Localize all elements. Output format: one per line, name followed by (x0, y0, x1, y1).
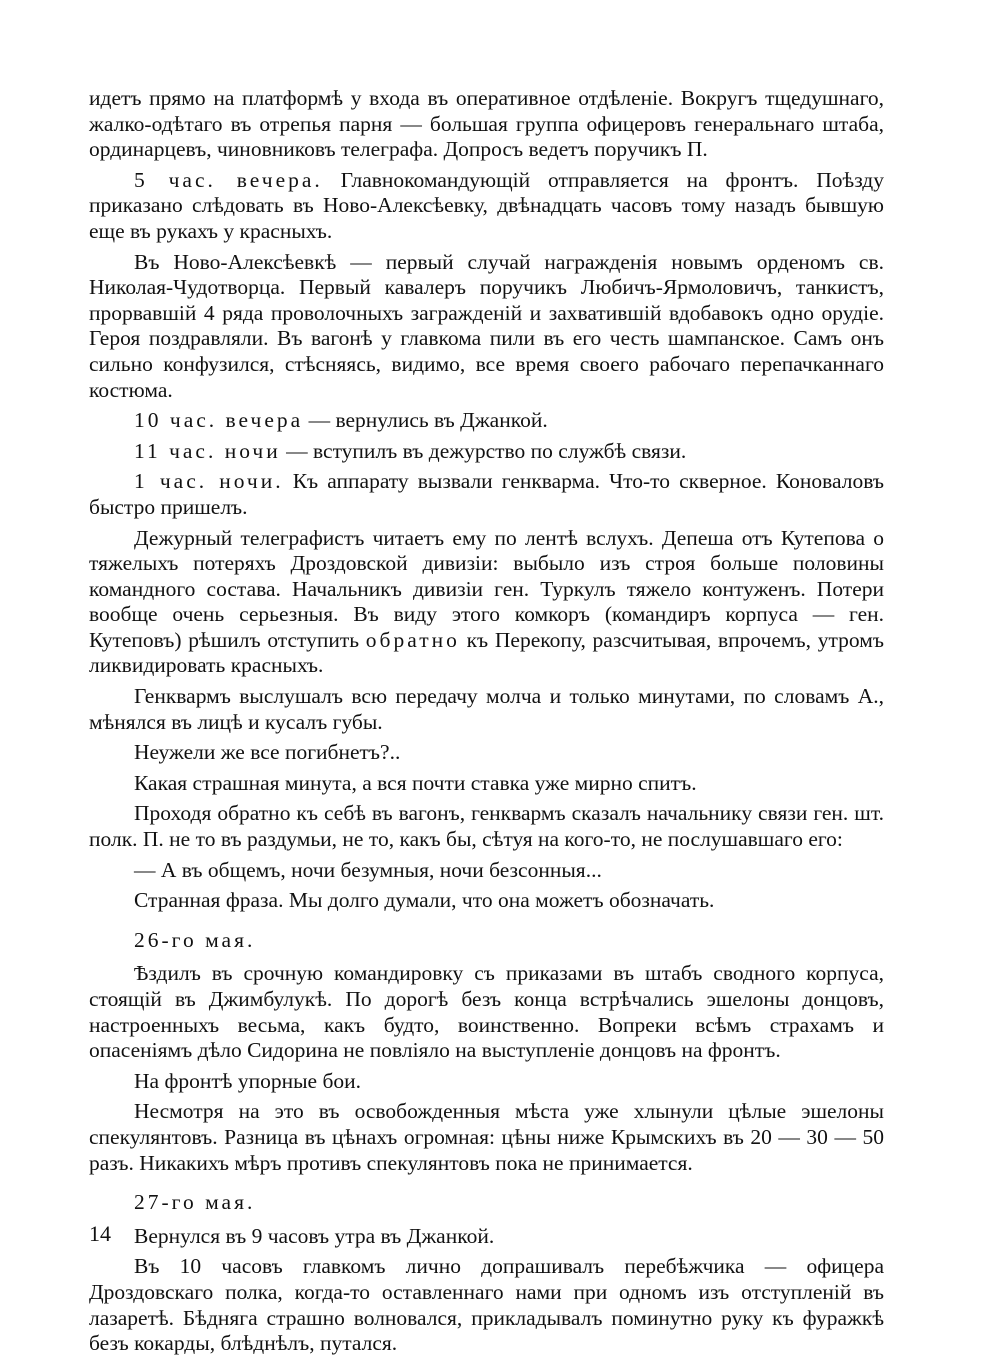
date-heading: 26-го мая. (134, 927, 256, 952)
paragraph-text: Дежурный телеграфистъ читаетъ ему по лентѣ вслухъ. Депеша отъ Кутепова о тяжелыхъ потеряхъ Дроздовской дивизіи: выбыло изъ строя больше половины командного состава. Начальникъ дивизіи ген. Туркулъ тяжело контуженъ. Потери вообще очень серьезныя. Въ виду этого комкоръ (командиръ корпуса — ген. Кутеповъ) рѣшилъ отступить (89, 525, 884, 652)
paragraph (89, 771, 884, 797)
paragraph (89, 86, 884, 163)
paragraph (89, 526, 884, 680)
paragraph-text: Генквармъ выслушалъ всю передачу молча и только минутами, по словамъ А., мѣнялся въ лицѣ и кусалъ губы. (89, 684, 884, 734)
paragraph-text: Въ Ново-Алексѣевкѣ — первый случай награжденія новымъ орденомъ св. Николая-Чудотворца. Первый кавалеръ поручикъ Любичъ-Ярмоловичъ, танкистъ, прорвавшій 4 ряда проволочныхъ загражденій и захватившій вдобавокъ одно орудіе. Героя поздравляли. Въ вагонѣ у главкома пили въ его честь шампанское. Самъ онъ сильно конфузился, стѣсняясь, видимо, все время своего рабочаго перепачканнаго костюма. (89, 249, 884, 402)
time-heading: 5 час. вечера. (134, 167, 323, 192)
paragraph (89, 858, 884, 884)
paragraph-text: Какая страшная минута, а вся почти ставка уже мирно спитъ. (134, 770, 697, 795)
paragraph (89, 888, 884, 914)
paragraph (89, 684, 884, 735)
page-number: 14 (89, 1221, 111, 1246)
paragraph (89, 250, 884, 404)
paragraph (89, 469, 884, 520)
paragraph-text: Странная фраза. Мы долго думали, что она можетъ обозначать. (134, 888, 715, 913)
paragraph (89, 1069, 884, 1095)
paragraph (89, 1224, 884, 1250)
paragraph-text: Къ аппарату вызвали генкварма. Что-то скверное. Коноваловъ быстро пришелъ. (89, 469, 884, 519)
paragraph-text: Главнокомандующій отправляется на фронтъ. Поѣзду приказано слѣдовать въ Ново-Алексѣевку, двѣнадцать часовъ тому назадъ бывшую еще въ рукахъ у красныхъ. (89, 167, 884, 243)
date-heading: 27-го мая. (134, 1190, 256, 1215)
paragraph-text: — А въ общемъ, ночи безумныя, ночи безсонныя... (134, 857, 602, 882)
spaced-word: обратно (365, 627, 460, 652)
paragraph (89, 168, 884, 245)
paragraph-text: Неужели же все погибнетъ?.. (134, 740, 401, 765)
time-heading: 1 час. ночи. (134, 469, 284, 494)
time-heading: 11 час. ночи (134, 438, 281, 463)
paragraph-text: идетъ прямо на платформѣ у входа въ оперативное отдѣленіе. Вокругъ тщедушнаго, жалко-одѣтаго въ отрепья парня — большая группа офицеровъ генеральнаго штаба, ординарцевъ, чиновниковъ телеграфа. Допросъ ведетъ поручикъ П. (89, 86, 884, 162)
paragraph (89, 961, 884, 1063)
paragraph-text: Вернулся въ 9 часовъ утра въ Джанкой. (134, 1223, 495, 1248)
paragraph (89, 801, 884, 852)
paragraph (89, 1099, 884, 1176)
paragraph-text: На фронтѣ упорные бои. (134, 1068, 362, 1093)
paragraph-text: — вступилъ въ дежурство по службѣ связи. (280, 438, 687, 463)
paragraph-text: Проходя обратно къ себѣ въ вагонъ, генквармъ сказалъ начальнику связи ген. шт. полк. П. не то въ раздумьи, не то, какъ бы, сѣтуя на кого-то, не послушавшаго его: (89, 801, 884, 852)
time-heading: 10 час. вечера (134, 408, 304, 433)
page-text (89, 86, 884, 1362)
paragraph-text: Въ 10 часовъ главкомъ лично допрашивалъ перебѣжчика — офицера Дроздовскаго полка, когда-то оставленнаго нами при одномъ изъ отступленій въ лазаретѣ. Бѣдняга страшно волновался, прикладывалъ поминутно руку къ фуражкѣ безъ кокарды, блѣднѣлъ, путался. (89, 1254, 884, 1356)
paragraph (89, 439, 884, 465)
paragraph (89, 1254, 884, 1356)
paragraph (89, 408, 884, 434)
paragraph-text: — вернулись въ Джанкой. (303, 408, 548, 433)
paragraph-text: Несмотря на это въ освобожденныя мѣста уже хлынули цѣлые эшелоны спекулянтовъ. Разница въ цѣнахъ огромная: цѣны ниже Крымскихъ въ 20 — 30 — 50 разъ. Никакихъ мѣръ противъ спекулянтовъ пока не принимается. (89, 1099, 884, 1175)
paragraph (89, 740, 884, 766)
paragraph-text: къ Перекопу, разсчитывая, впрочемъ, утромъ ликвидировать красныхъ. (89, 627, 884, 678)
paragraph-text: Ѣздилъ въ срочную командировку съ приказами въ штабъ сводного корпуса, стоящій въ Джимбулукѣ. По дорогѣ безъ конца встрѣчались эшелоны донцовъ, настроенныхъ весьма, какъ будто, воинственно. Вопреки всѣмъ страхамъ и опасеніямъ дѣло Сидорина не повліяло на выступленіе донцовъ на фронтъ. (89, 961, 884, 1063)
